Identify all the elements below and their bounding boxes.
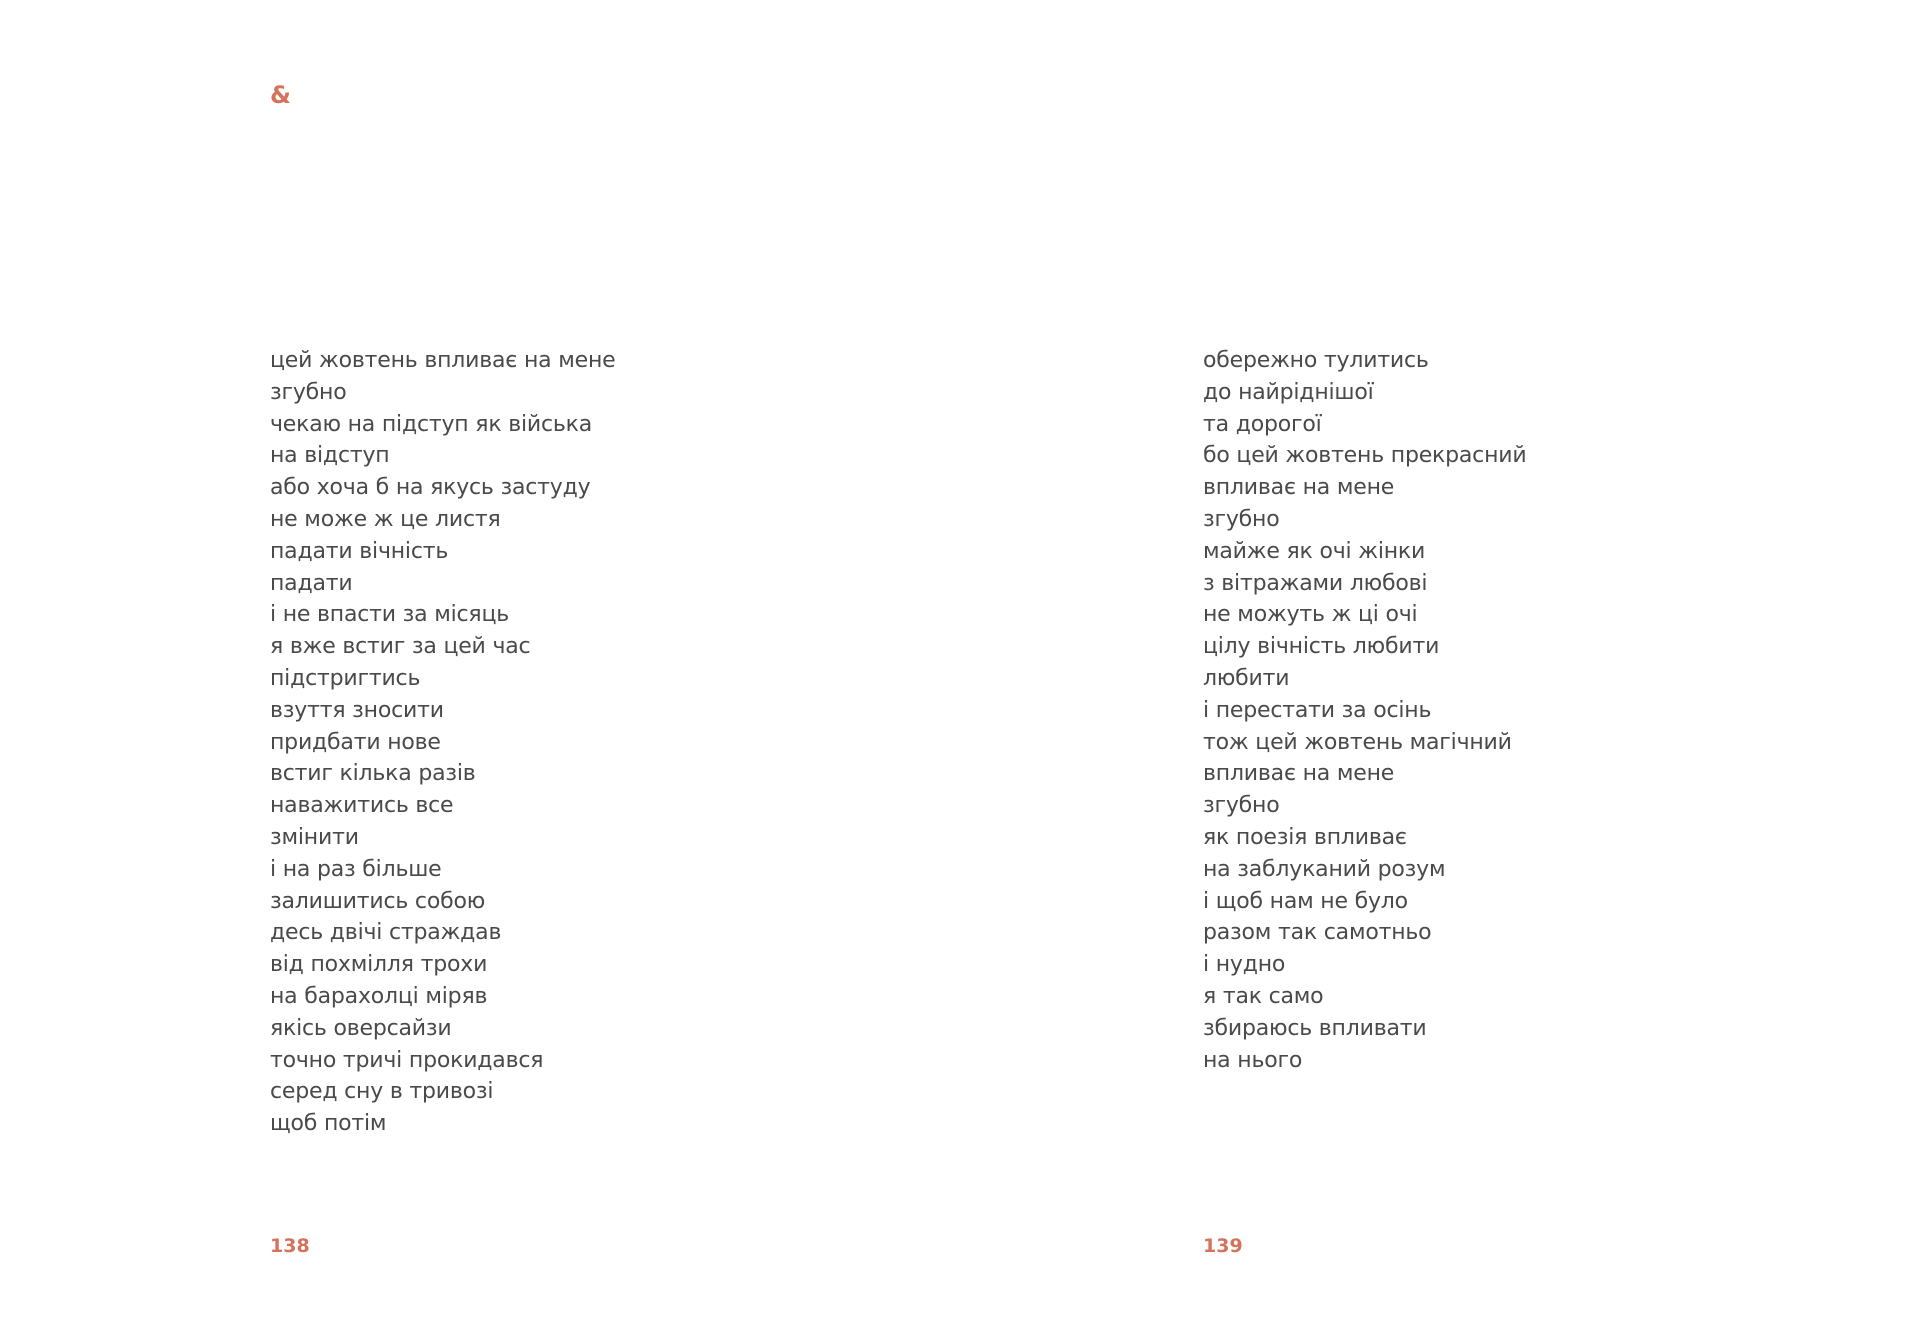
- poem-line: я так само: [1203, 983, 1324, 1009]
- poem-line: і нудно: [1203, 952, 1286, 978]
- page-number-left: 138: [270, 1235, 310, 1257]
- poem-line: та дорогої: [1203, 411, 1322, 437]
- poem-line: і не впасти за місяць: [270, 602, 510, 628]
- poem-line: десь двічі страждав: [270, 920, 502, 946]
- poem-line: на відступ: [270, 443, 390, 469]
- poem-line: на заблуканий розум: [1203, 856, 1446, 882]
- poem-line: залишитись собою: [270, 888, 486, 914]
- page-number-right: 139: [1203, 1235, 1243, 1257]
- poem-line: тож цей жовтень магічний: [1203, 729, 1512, 755]
- right-page-poem: [1203, 345, 1526, 1076]
- poem-line: збираюсь впливати: [1203, 1015, 1427, 1041]
- poem-line: або хоча б на якусь застуду: [270, 475, 591, 501]
- poem-line: і перестати за осінь: [1203, 697, 1432, 723]
- poem-line: впливає на мене: [1203, 475, 1395, 501]
- poem-line: цілу вічність любити: [1203, 634, 1440, 660]
- poem-line: не може ж це листя: [270, 506, 501, 532]
- poem-line: згубно: [1203, 793, 1280, 819]
- poem-line: до найріднішої: [1203, 379, 1374, 405]
- poem-line: згубно: [270, 379, 347, 405]
- poem-line: на барахолці міряв: [270, 983, 488, 1009]
- poem-line: разом так самотньо: [1203, 920, 1432, 946]
- left-page-poem: [270, 345, 615, 1140]
- poem-line: майже як очі жінки: [1203, 538, 1426, 564]
- poem-line: на нього: [1203, 1047, 1303, 1073]
- poem-line: бо цей жовтень прекрасний: [1203, 443, 1527, 469]
- poem-line: чекаю на підступ як війська: [270, 411, 593, 437]
- poem-line: встиг кілька разів: [270, 761, 476, 787]
- ampersand-mark: &: [270, 81, 291, 109]
- poem-line: точно тричі прокидався: [270, 1047, 544, 1073]
- poem-line: якісь оверсайзи: [270, 1015, 452, 1041]
- poem-line: обережно тулитись: [1203, 348, 1429, 373]
- poem-line: змінити: [270, 824, 359, 850]
- poem-line: з вітражами любові: [1203, 570, 1428, 596]
- poem-line: і на раз більше: [270, 856, 442, 882]
- poem-line: серед сну в тривозі: [270, 1079, 494, 1105]
- poem-line: як поезія впливає: [1203, 824, 1407, 850]
- poem-line: падати: [270, 570, 353, 596]
- poem-line: від похмілля трохи: [270, 952, 488, 978]
- poem-line: падати вічність: [270, 538, 449, 564]
- poem-line: впливає на мене: [1203, 761, 1395, 787]
- poem-line: взуття зносити: [270, 697, 444, 723]
- poem-line: придбати нове: [270, 729, 441, 755]
- poem-line: щоб потім: [270, 1111, 387, 1137]
- poem-line: згубно: [1203, 506, 1280, 532]
- poem-line: не можуть ж ці очі: [1203, 602, 1418, 628]
- poem-line: наважитись все: [270, 793, 454, 819]
- poem-line: цей жовтень впливає на мене: [270, 348, 616, 373]
- poem-line: я вже встиг за цей час: [270, 634, 531, 660]
- poem-line: підстригтись: [270, 665, 421, 691]
- poem-line: любити: [1203, 665, 1290, 691]
- poem-line: і щоб нам не було: [1203, 888, 1408, 914]
